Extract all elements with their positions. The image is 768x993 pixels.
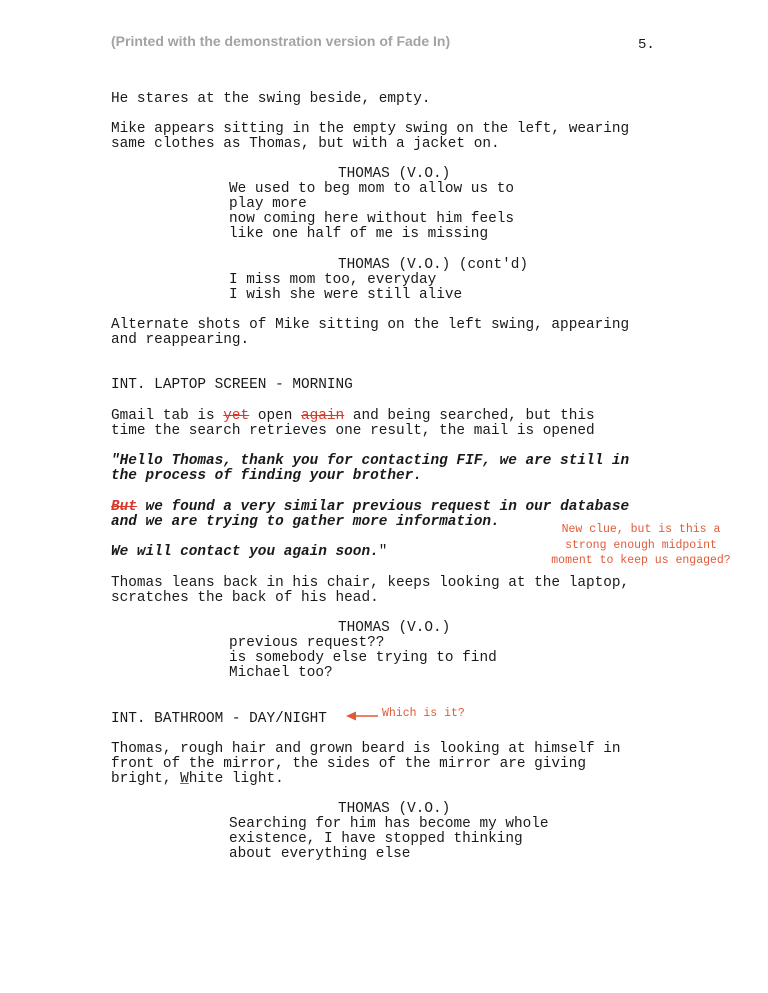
- email-line: "Hello Thomas, thank you for contacting FIF, we are still in: [111, 453, 630, 469]
- midpoint-comment: [538, 522, 744, 569]
- struck-word: again: [301, 408, 345, 424]
- action-line: Thomas leans back in his chair, keeps looking at the laptop,: [111, 575, 630, 591]
- dialogue-line: now coming here without him feels: [229, 211, 514, 227]
- dialogue-line: I wish she were still alive: [229, 287, 463, 303]
- dialogue-line: play more: [229, 196, 307, 212]
- text-segment: ": [378, 544, 388, 560]
- character-cue: THOMAS (V.O.): [338, 620, 451, 636]
- email-line: [111, 500, 629, 515]
- struck-word: yet: [223, 408, 250, 424]
- dialogue-line: We used to beg mom to allow us to: [229, 181, 514, 197]
- text-segment: Gmail tab is: [111, 408, 224, 424]
- dialogue-line: Michael too?: [229, 665, 333, 681]
- character-cue: THOMAS (V.O.): [338, 801, 451, 817]
- text-segment: bright,: [111, 771, 181, 787]
- text-segment: open: [249, 408, 302, 424]
- character-cue: THOMAS (V.O.) (cont'd): [338, 257, 528, 273]
- struck-word: But: [111, 499, 137, 515]
- arrow-left-icon: [344, 710, 380, 722]
- dialogue-line: is somebody else trying to find: [229, 650, 497, 666]
- comment-line: strong enough midpoint: [565, 538, 717, 552]
- dialogue-line: I miss mom too, everyday: [229, 272, 437, 288]
- underlined-letter: W: [180, 771, 189, 787]
- action-line: Thomas, rough hair and grown beard is looking at himself in: [111, 741, 621, 757]
- dialogue-line: previous request??: [229, 635, 385, 651]
- character-cue: THOMAS (V.O.): [338, 166, 451, 182]
- dialogue-line: like one half of me is missing: [229, 226, 489, 242]
- email-line: the process of finding your brother.: [111, 468, 422, 484]
- page-number: 5.: [638, 37, 655, 53]
- action-line: and reappearing.: [111, 332, 250, 348]
- email-line: and we are trying to gather more information.: [111, 514, 500, 530]
- action-line: time the search retrieves one result, the mail is opened: [111, 423, 595, 439]
- action-line: [111, 409, 595, 424]
- action-line: scratches the back of his head.: [111, 590, 379, 606]
- email-line: [111, 545, 387, 560]
- action-line: same clothes as Thomas, but with a jacket on.: [111, 136, 500, 152]
- action-line: He stares at the swing beside, empty.: [111, 91, 431, 107]
- comment-line: moment to keep us engaged?: [551, 554, 731, 567]
- text-segment: and being searched, but this: [344, 408, 595, 424]
- comment-line: New clue, but is this a: [561, 523, 721, 536]
- text-segment: We will contact you again soon.: [111, 544, 379, 560]
- text-segment: hite light.: [188, 771, 284, 787]
- day-night-comment: Which is it?: [382, 707, 465, 720]
- action-line: Alternate shots of Mike sitting on the left swing, appearing: [111, 317, 630, 333]
- dialogue-line: about everything else: [229, 846, 411, 862]
- dialogue-line: Searching for him has become my whole: [229, 816, 549, 832]
- action-line: front of the mirror, the sides of the mirror are giving: [111, 756, 586, 772]
- action-line: [111, 772, 284, 787]
- text-segment: we found a very similar previous request in our database: [136, 499, 630, 515]
- dialogue-line: existence, I have stopped thinking: [229, 831, 523, 847]
- scene-heading: INT. BATHROOM - DAY/NIGHT: [111, 711, 327, 727]
- print-note: (Printed with the demonstration version of Fade In): [111, 33, 451, 49]
- scene-heading: INT. LAPTOP SCREEN - MORNING: [111, 377, 353, 393]
- action-line: Mike appears sitting in the empty swing on the left, wearing: [111, 121, 630, 137]
